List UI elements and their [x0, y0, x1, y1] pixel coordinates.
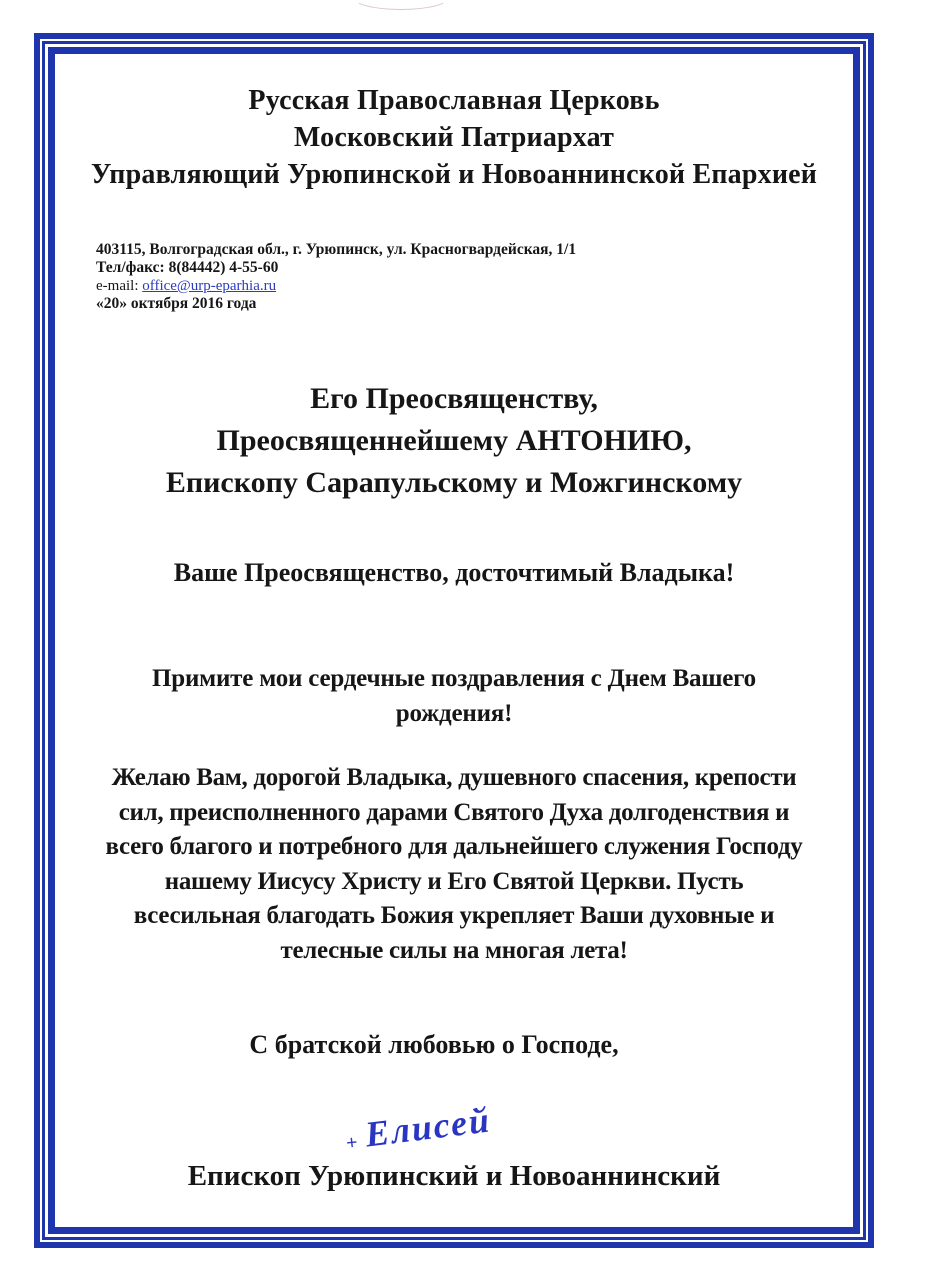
body-line: нашему Иисусу Христу и Его Святой Церкви. Пусть [164, 867, 744, 895]
contact-email-line [96, 277, 576, 295]
contact-block [96, 241, 576, 313]
addressee-name: Преосвященнейшему АНТОНИЮ, [216, 424, 692, 457]
decorative-border-middle [42, 41, 866, 1240]
letterhead [34, 82, 874, 193]
salutation: Ваше Преосвященство, досточтимый Владыка! [173, 558, 735, 587]
body-line: всесильная благодать Божия укрепляет Ваши духовные и [133, 902, 775, 929]
body-line: Примите мои сердечные поздравления с Днем Вашего [152, 665, 756, 692]
body-line: всего благого и потребного для дальнейшего служения Господу [105, 833, 803, 860]
letterhead-patriarchate: Московский Патриархат [293, 122, 615, 153]
signature-name: Елисей [363, 1099, 494, 1155]
letter-date: «20» октября 2016 года [96, 295, 257, 312]
body-line: сил, преисполненного дарами Святого Духа долгоденствия и [118, 798, 790, 826]
signature-cross-icon: + [344, 1131, 359, 1155]
email-link[interactable]: office@urp-eparhia.ru [142, 278, 277, 294]
body-paragraph-1 [34, 661, 874, 731]
body-paragraph-2 [34, 761, 874, 968]
addressee-line: Его Преосвященству, [310, 382, 598, 415]
addressee-block [34, 378, 874, 504]
signer-title: Епископ Урюпинский и Новоаннинский [187, 1160, 721, 1192]
handwritten-signature [344, 1099, 494, 1155]
contact-phone: Тел/факс: 8(84442) 4-55-60 [96, 259, 279, 276]
email-label: e-mail: [96, 278, 143, 294]
addressee-title: Епископу Сарапульскому и Можгинскому [165, 466, 743, 499]
decorative-border-outer [34, 33, 874, 1248]
letterhead-church: Русская Православная Церковь [248, 85, 660, 116]
body-line: рождения! [395, 700, 513, 727]
letterhead-eparchy: Управляющий Урюпинской и Новоаннинской Епархией [90, 159, 818, 190]
contact-address: 403115, Волгоградская обл., г. Урюпинск, ул. Красногвардейская, 1/1 [96, 241, 577, 258]
body-line: телесные силы на многая лета! [280, 936, 628, 964]
closing-line: С братской любовью о Господе, [249, 1030, 619, 1059]
body-line: Желаю Вам, дорогой Владыка, душевного спасения, крепости [111, 764, 797, 791]
scan-artifact-arc [352, 0, 450, 10]
